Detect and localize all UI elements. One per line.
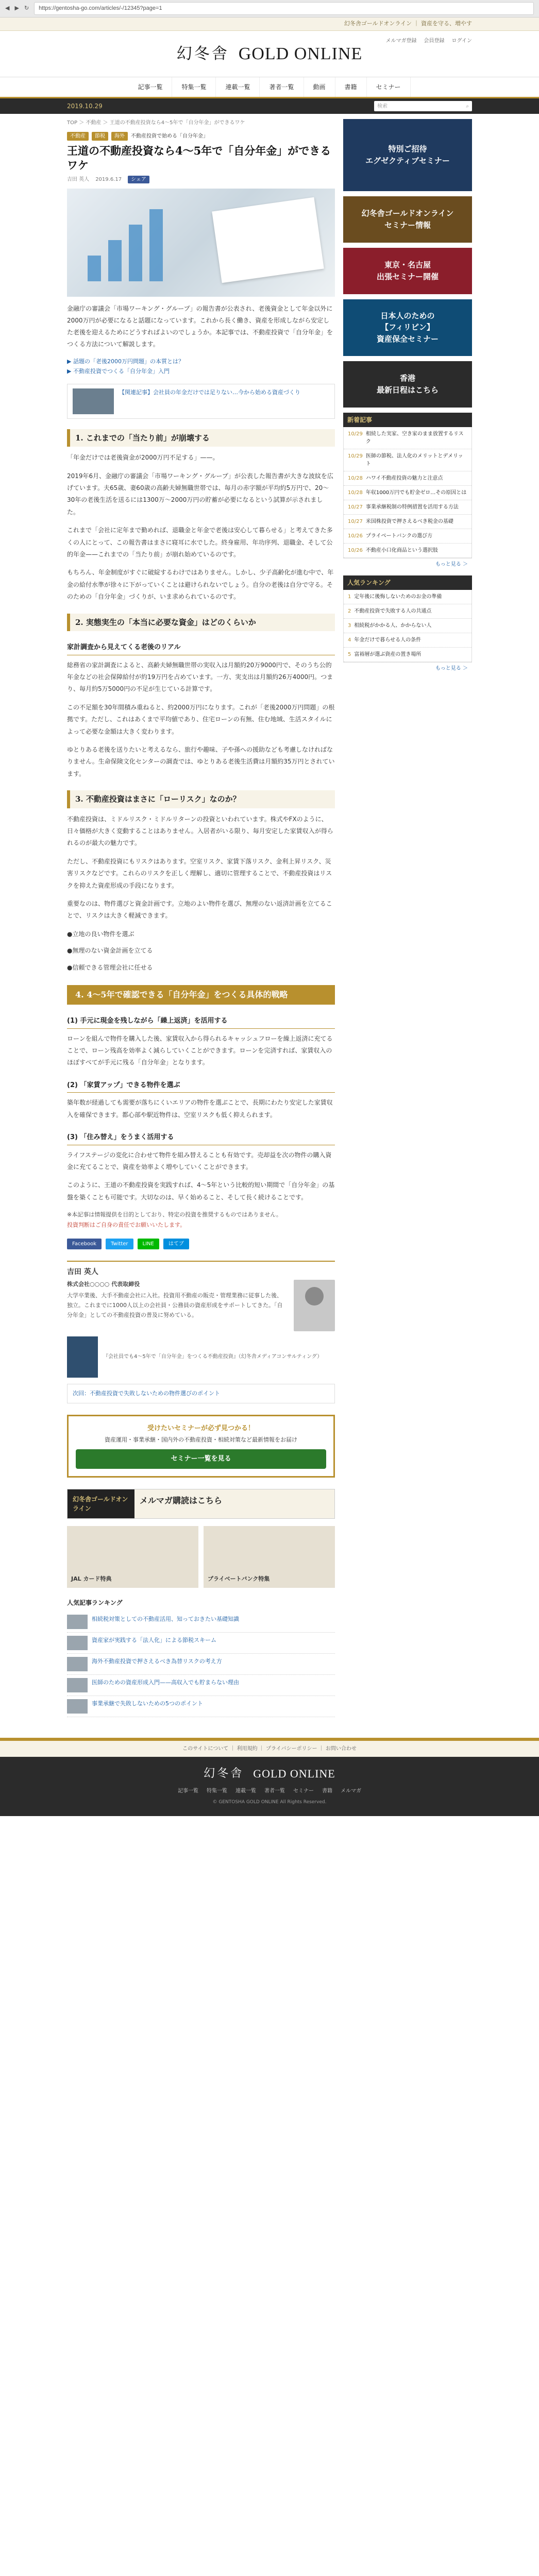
list-item[interactable] xyxy=(67,1633,335,1654)
share-button-line[interactable]: LINE xyxy=(138,1239,159,1249)
news-date: 10/29 xyxy=(348,431,363,437)
paragraph: 「年金だけでは老後資金が2000万円不足する」——。 xyxy=(67,454,219,462)
item-title: 不動産投資で失敗する人の共通点 xyxy=(354,608,432,614)
header-link[interactable]: ログイン xyxy=(451,38,472,44)
book-cover xyxy=(67,1336,98,1378)
related-thumbnail xyxy=(73,388,114,414)
related-list xyxy=(67,1612,335,1717)
seminar-cta: 受けたいセミナーが必ず見つかる！ 資産運用・事業承継・国内外の不動産投資・相続対策など最新情報をお届け セミナー一覧を見る xyxy=(67,1415,335,1478)
author-bio: 大学卒業後、大手不動産会社に入社。投資用不動産の販売・管理業務に従事した後、独立。これまでに1000人以上の会社員・公務員の資産形成をサポートしてきた。「自分年金」としての不動産投資の普及に努めている。 xyxy=(67,1292,283,1318)
related-title: 海外不動産投資で押さえるべき為替リスクの考え方 xyxy=(92,1657,222,1665)
list-item[interactable] xyxy=(344,486,471,500)
item-title: 事業承継税制の特例措置を活用する方法 xyxy=(365,504,459,510)
author-photo xyxy=(294,1280,335,1331)
tag-list xyxy=(67,132,335,141)
bullet-item: ●信頼できる管理会社に任せる xyxy=(67,964,153,972)
list-item[interactable] xyxy=(67,1675,335,1696)
rank-number: 2 xyxy=(348,608,351,614)
news-date: 10/27 xyxy=(348,518,363,524)
list-item[interactable] xyxy=(344,471,471,486)
site-footer xyxy=(0,1738,539,1817)
related-title: 医師のための資産形成入門——高収入でも貯まらない理由 xyxy=(92,1679,239,1686)
related-title: 相続税対策としての不動産活用、知っておきたい基礎知識 xyxy=(92,1615,239,1622)
item-title: 相続税がかかる人、かからない人 xyxy=(354,622,432,629)
news-heading: 新着記事 xyxy=(343,413,472,427)
list-item[interactable] xyxy=(344,500,471,515)
list-item[interactable] xyxy=(67,1696,335,1717)
back-icon[interactable]: ◀ xyxy=(5,5,10,12)
news-more-link[interactable]: もっと見る ＞ xyxy=(435,561,468,567)
search-icon[interactable]: ⌕ xyxy=(466,103,469,109)
search-input[interactable]: 検索 ⌕ xyxy=(374,101,472,111)
nav-item[interactable]: 記事一覧 xyxy=(128,77,172,97)
item-title: 相続した実家、空き家のまま放置するリスク xyxy=(365,431,464,445)
share-button[interactable]: シェア xyxy=(128,176,149,183)
author-profile-name[interactable]: 吉田 英人 xyxy=(67,1267,98,1276)
category-tag[interactable]: 不動産 xyxy=(67,132,89,141)
list-item[interactable] xyxy=(344,544,471,558)
footer-link[interactable]: 書籍 xyxy=(322,1788,332,1794)
article-main xyxy=(67,119,335,1717)
list-item[interactable] xyxy=(344,604,471,619)
address-bar[interactable]: https://gentosha-go.com/articles/-/12345?page=1 xyxy=(34,2,534,15)
lead-links xyxy=(67,357,335,376)
news-date: 10/28 xyxy=(348,475,363,481)
page-title: 王道の不動産投資なら4～5年で「自分年金」ができるワケ xyxy=(67,144,331,172)
footer-link[interactable]: 特集一覧 xyxy=(207,1788,227,1794)
ranking-heading: 人気ランキング xyxy=(343,575,472,590)
item-title: 年収1000万円でも貯金ゼロ…その原因とは xyxy=(365,489,467,496)
site-topline: 幻冬舎ゴールドオンライン ｜ 資産を守る、増やす xyxy=(0,18,539,31)
ad-banner[interactable] xyxy=(204,1526,335,1588)
forward-icon[interactable]: ▶ xyxy=(14,5,19,12)
header-links xyxy=(386,37,473,45)
logo-text: GOLD ONLINE xyxy=(238,44,363,63)
footer-link[interactable]: 著者一覧 xyxy=(264,1788,285,1794)
section-subheading: (2) 「家賃アップ」できる物件を選ぶ xyxy=(67,1078,335,1093)
copyright: © GENTOSHA GOLD ONLINE All Rights Reserved. xyxy=(212,1799,327,1805)
ad-banner[interactable] xyxy=(67,1526,198,1588)
list-item[interactable] xyxy=(344,590,471,604)
nav-item[interactable]: 著者一覧 xyxy=(260,77,304,97)
paragraph: ゆとりある老後を送りたいと考えるなら、旅行や趣味、子や孫への援助なども考慮しなければなりません。生命保険文化センターの調査では、ゆとりある老後生活費は月額約35万円とされています。 xyxy=(67,745,335,777)
paragraph: もちろん、年金制度がすぐに破綻するわけではありません。しかし、少子高齢化が進む中で、年金の給付水準が徐々に下がっていくことは避けられないでしょう。自分の老後は自分で守る。そのための「自分年金」づくりが、いま求められているのです。 xyxy=(67,569,334,601)
publish-date: 2019.6.17 xyxy=(95,177,122,183)
news-date: 10/29 xyxy=(348,453,363,459)
seminar-list-button[interactable]: セミナー一覧を見る xyxy=(76,1449,326,1469)
section-subheading: (1) 手元に現金を残しながら「繰上返済」を活用する xyxy=(67,1014,335,1029)
paragraph: このように、王道の不動産投資を実践すれば、4～5年という比較的短い期間で「自分年金」の基盤を築くことも可能です。大切なのは、早く始めること、そして長く続けることです。 xyxy=(67,1181,335,1201)
news-date: 10/26 xyxy=(348,547,363,553)
breadcrumb[interactable]: TOP ＞ 不動産 ＞ 王道の不動産投資なら4～5年で「自分年金」ができるワケ xyxy=(67,120,245,126)
nav-item[interactable]: 書籍 xyxy=(335,77,367,97)
article-meta xyxy=(67,176,335,183)
ad-row xyxy=(67,1526,335,1588)
footer-logo[interactable]: 幻冬舎 GOLD ONLINE xyxy=(204,1767,335,1780)
item-title: プライベートバンクの選び方 xyxy=(365,533,433,539)
ranking-list xyxy=(343,590,472,663)
paragraph: ローンを組んで物件を購入した後、家賃収入から得られるキャッシュフローを繰上返済に充てることで、ローン残高を効率よく減らしていくことができます。ローンを完済すれば、家賃収入のほぼすべてが手元に残る「自分年金」となります。 xyxy=(67,1035,333,1066)
related-title: 資産家が実践する「法人化」による節税スキーム xyxy=(92,1636,216,1643)
section-heading: 1. これまでの「当たり前」が崩壊する xyxy=(67,429,335,447)
series-label[interactable]: 不動産投資で始める「自分年金」 xyxy=(131,133,208,139)
list-item[interactable] xyxy=(344,633,471,648)
item-title: 米国株投資で押さえるべき税金の基礎 xyxy=(365,518,453,524)
paragraph: これまで「会社に定年まで勤めれば、退職金と年金で老後は安心して暮らせる」と考えてきた多くの人にとって、この報告書はまさに寝耳に水でした。終身雇用、年功序列、退職金、そして公的年金——これまでの「当たり前」が崩れ始めているのです。 xyxy=(67,527,333,558)
sidebar-banner[interactable]: 日本人のための 【フィリピン】 資産保全セミナー xyxy=(343,299,472,356)
paragraph: この不足額を30年間積み重ねると、約2000万円になります。これが「老後2000万円問題」の根拠です。ただし、これはあくまで平均値であり、住宅ローンの有無、住む地域、生活スタイルによって必要な金額は大きく変わります。 xyxy=(67,703,335,735)
author-profile xyxy=(67,1261,335,1378)
share-button-twitter[interactable]: Twitter xyxy=(106,1239,133,1249)
list-item[interactable] xyxy=(67,1612,335,1633)
item-title: 医師の節税、法人化のメリットとデメリット xyxy=(365,453,463,467)
bullet-item: ●無理のない資金計画を立てる xyxy=(67,947,153,955)
related-thumbnail xyxy=(67,1699,88,1714)
related-thumbnail xyxy=(67,1678,88,1692)
footer-link[interactable]: セミナー xyxy=(293,1788,314,1794)
sidebar-banner[interactable]: 東京・名古屋 出張セミナー開催 xyxy=(343,248,472,294)
related-thumbnail xyxy=(67,1657,88,1671)
sub-nav xyxy=(0,98,539,114)
current-date: 2019.10.29 xyxy=(67,102,103,110)
share-button-はてブ[interactable]: はてブ xyxy=(163,1239,189,1249)
related-heading: 人気記事ランキング xyxy=(67,1599,123,1606)
news-date: 10/27 xyxy=(348,504,363,510)
article-body xyxy=(67,429,335,1204)
section-subheading: 家計調査から見えてくる老後のリアル xyxy=(67,640,335,655)
footer-link[interactable]: 連載一覧 xyxy=(235,1788,256,1794)
sidebar xyxy=(343,119,472,1717)
list-item[interactable] xyxy=(344,619,471,633)
item-title: 富裕層が選ぶ資産の置き場所 xyxy=(354,651,422,657)
section-heading: 3. 不動産投資はまさに「ローリスク」なのか？ xyxy=(67,790,335,808)
related-card[interactable]: 【関連記事】会社員の年金だけでは足りない…今から始める資産づくり xyxy=(67,384,335,419)
paragraph: ただし、不動産投資にもリスクはあります。空室リスク、家賃下落リスク、金利上昇リスク、災害リスクなどです。これらのリスクを正しく理解し、適切に管理することで、不動産投資はリスクを抑えた資産形成の手段になります。 xyxy=(67,857,332,889)
reload-icon[interactable]: ↻ xyxy=(24,5,29,12)
item-title: ハワイ不動産投資の魅力と注意点 xyxy=(365,475,443,481)
browser-chrome xyxy=(0,0,539,18)
share-button-facebook[interactable]: Facebook xyxy=(67,1239,102,1249)
news-list xyxy=(343,427,472,558)
paragraph: 2019年6月、金融庁の審議会「市場ワーキング・グループ」が公表した報告書が大きな波紋を広げています。夫65歳、妻60歳の高齢夫婦無職世帯では、毎月の赤字額が平均約5万円で、20～30年の老後生活を送るには1300万～2000万円の貯蓄が必要になるという試算が示されました。 xyxy=(67,472,333,516)
item-title: 年金だけで暮らせる人の条件 xyxy=(354,637,422,643)
list-item[interactable] xyxy=(344,648,471,662)
item-title: 不動産小口化商品という選択肢 xyxy=(365,547,438,553)
rank-number: 4 xyxy=(348,637,351,643)
ad-label: JAL カード特典 xyxy=(71,1575,112,1583)
item-title: 定年後に後悔しないためのお金の準備 xyxy=(354,594,442,600)
nav-item[interactable]: 連載一覧 xyxy=(216,77,260,97)
rank-number: 5 xyxy=(348,651,351,657)
article-lead: 金融庁の審議会「市場ワーキング・グループ」の報告書が公表され、老後資金として年金以外に2000万円が必要になると話題になっています。これから長く働き、資産を形成しながら安定した老後を迎えるためにどうすればよいのでしょうか。本記事では、不動産投資で「自分年金」をつくる方法について解説します。 xyxy=(67,305,333,348)
lead-link[interactable]: ▶ 話題の「老後2000万円問題」の本質とは？ xyxy=(67,358,184,365)
list-item[interactable] xyxy=(344,515,471,529)
list-item[interactable] xyxy=(344,449,471,471)
footer-link[interactable]: メルマガ xyxy=(341,1788,361,1794)
author-title: 株式会社○○○○ 代表取締役 xyxy=(67,1280,140,1287)
lead-link[interactable]: ▶ 不動産投資でつくる「自分年金」入門 xyxy=(67,368,170,375)
nav-item[interactable]: 動画 xyxy=(304,77,335,97)
list-item[interactable] xyxy=(67,1654,335,1675)
nav-item[interactable]: 特集一覧 xyxy=(172,77,216,97)
share-buttons xyxy=(67,1239,335,1249)
section-heading: 2. 実態実生の「本当に必要な資金」はどのくらいか xyxy=(67,614,335,632)
footer-link[interactable]: 記事一覧 xyxy=(178,1788,198,1794)
paragraph: ライフステージの変化に合わせて物件を組み替えることも有効です。売却益を次の物件の購入資金に充てることで、資産を効率よく増やしていくことができます。 xyxy=(67,1151,332,1171)
footer-top-links[interactable]: このサイトについて ｜ 利用規約 ｜ プライバシーポリシー ｜ お問い合わせ xyxy=(0,1741,539,1757)
category-tag[interactable]: 海外 xyxy=(111,132,128,141)
nav-item[interactable]: セミナー xyxy=(367,77,411,97)
author-name[interactable]: 吉田 英人 xyxy=(67,177,90,183)
site-header xyxy=(0,31,539,77)
related-thumbnail xyxy=(67,1636,88,1650)
next-article-link[interactable]: 次回：不動産投資で失敗しないための物件選びのポイント xyxy=(67,1384,335,1404)
section-subheading: (3) 「住み替え」をうまく活用する xyxy=(67,1130,335,1145)
ranking-more-link[interactable]: もっと見る ＞ xyxy=(435,665,468,671)
section-heading: 4. 4～5年で確認できる「自分年金」をつくる具体的戦略 xyxy=(67,985,335,1005)
paragraph: 重要なのは、物件選びと資金計画です。立地のよい物件を選び、無理のない返済計画を立てることで、リスクは大きく軽減できます。 xyxy=(67,900,332,920)
sidebar-banner[interactable]: 幻冬舎ゴールドオンライン セミナー情報 xyxy=(343,196,472,243)
rank-number: 3 xyxy=(348,622,351,629)
sidebar-banner[interactable]: 特別ご招待 エグゼクティブセミナー xyxy=(343,119,472,191)
disclaimer: ※本記事は情報提供を目的としており、特定の投資を推奨するものではありません。 投資判断はご自身の責任でお願いいたします。 xyxy=(67,1211,282,1228)
hero-image xyxy=(67,189,335,297)
bullet-item: ●立地の良い物件を選ぶ xyxy=(67,930,134,938)
sidebar-banner[interactable]: 香港 最新日程はこちら xyxy=(343,361,472,408)
mailmag-banner[interactable]: 幻冬舎ゴールドオンライン メルマガ購読はこちら xyxy=(67,1489,335,1519)
ad-label: プライベートバンク特集 xyxy=(208,1575,270,1583)
related-title: 事業承継で失敗しないための5つのポイント xyxy=(92,1700,203,1707)
category-tag[interactable]: 節税 xyxy=(92,132,108,141)
paragraph: 総務省の家計調査によると、高齢夫婦無職世帯の実収入は月額約20万9000円で、そのうち公的年金などの社会保障給付が約19万円を占めています。一方、実支出は月額約26万4000円。つまり、毎月約5万5000円の不足が生じている計算です。 xyxy=(67,661,333,693)
header-link[interactable]: メルマガ登録 xyxy=(385,38,417,44)
paragraph: 不動産投資は、ミドルリスク・ミドルリターンの投資といわれています。株式やFXのように、日々価格が大きく変動することはありません。入居者がいる限り、毎月安定した家賃収入が得られるのが最大の魅力です。 xyxy=(67,815,333,847)
header-link[interactable]: 会員登録 xyxy=(424,38,445,44)
author-book[interactable]: 『会社員でも4～5年で「自分年金」をつくる不動産投資』（幻冬舎メディアコンサルティング） xyxy=(67,1336,335,1378)
main-nav xyxy=(0,77,539,98)
news-date: 10/26 xyxy=(348,533,363,539)
site-logo[interactable]: 幻冬舎 GOLD ONLINE xyxy=(177,41,362,67)
news-date: 10/28 xyxy=(348,489,363,496)
footer-links xyxy=(0,1787,539,1795)
rank-number: 1 xyxy=(348,594,351,600)
related-thumbnail xyxy=(67,1615,88,1629)
paragraph: 築年数が経過しても需要が落ちにくいエリアの物件を選ぶことで、長期にわたり安定した家賃収入を確保できます。都心部や駅近物件は、空室リスクも低く抑えられます。 xyxy=(67,1099,333,1118)
list-item[interactable] xyxy=(344,529,471,544)
list-item[interactable] xyxy=(344,427,471,449)
